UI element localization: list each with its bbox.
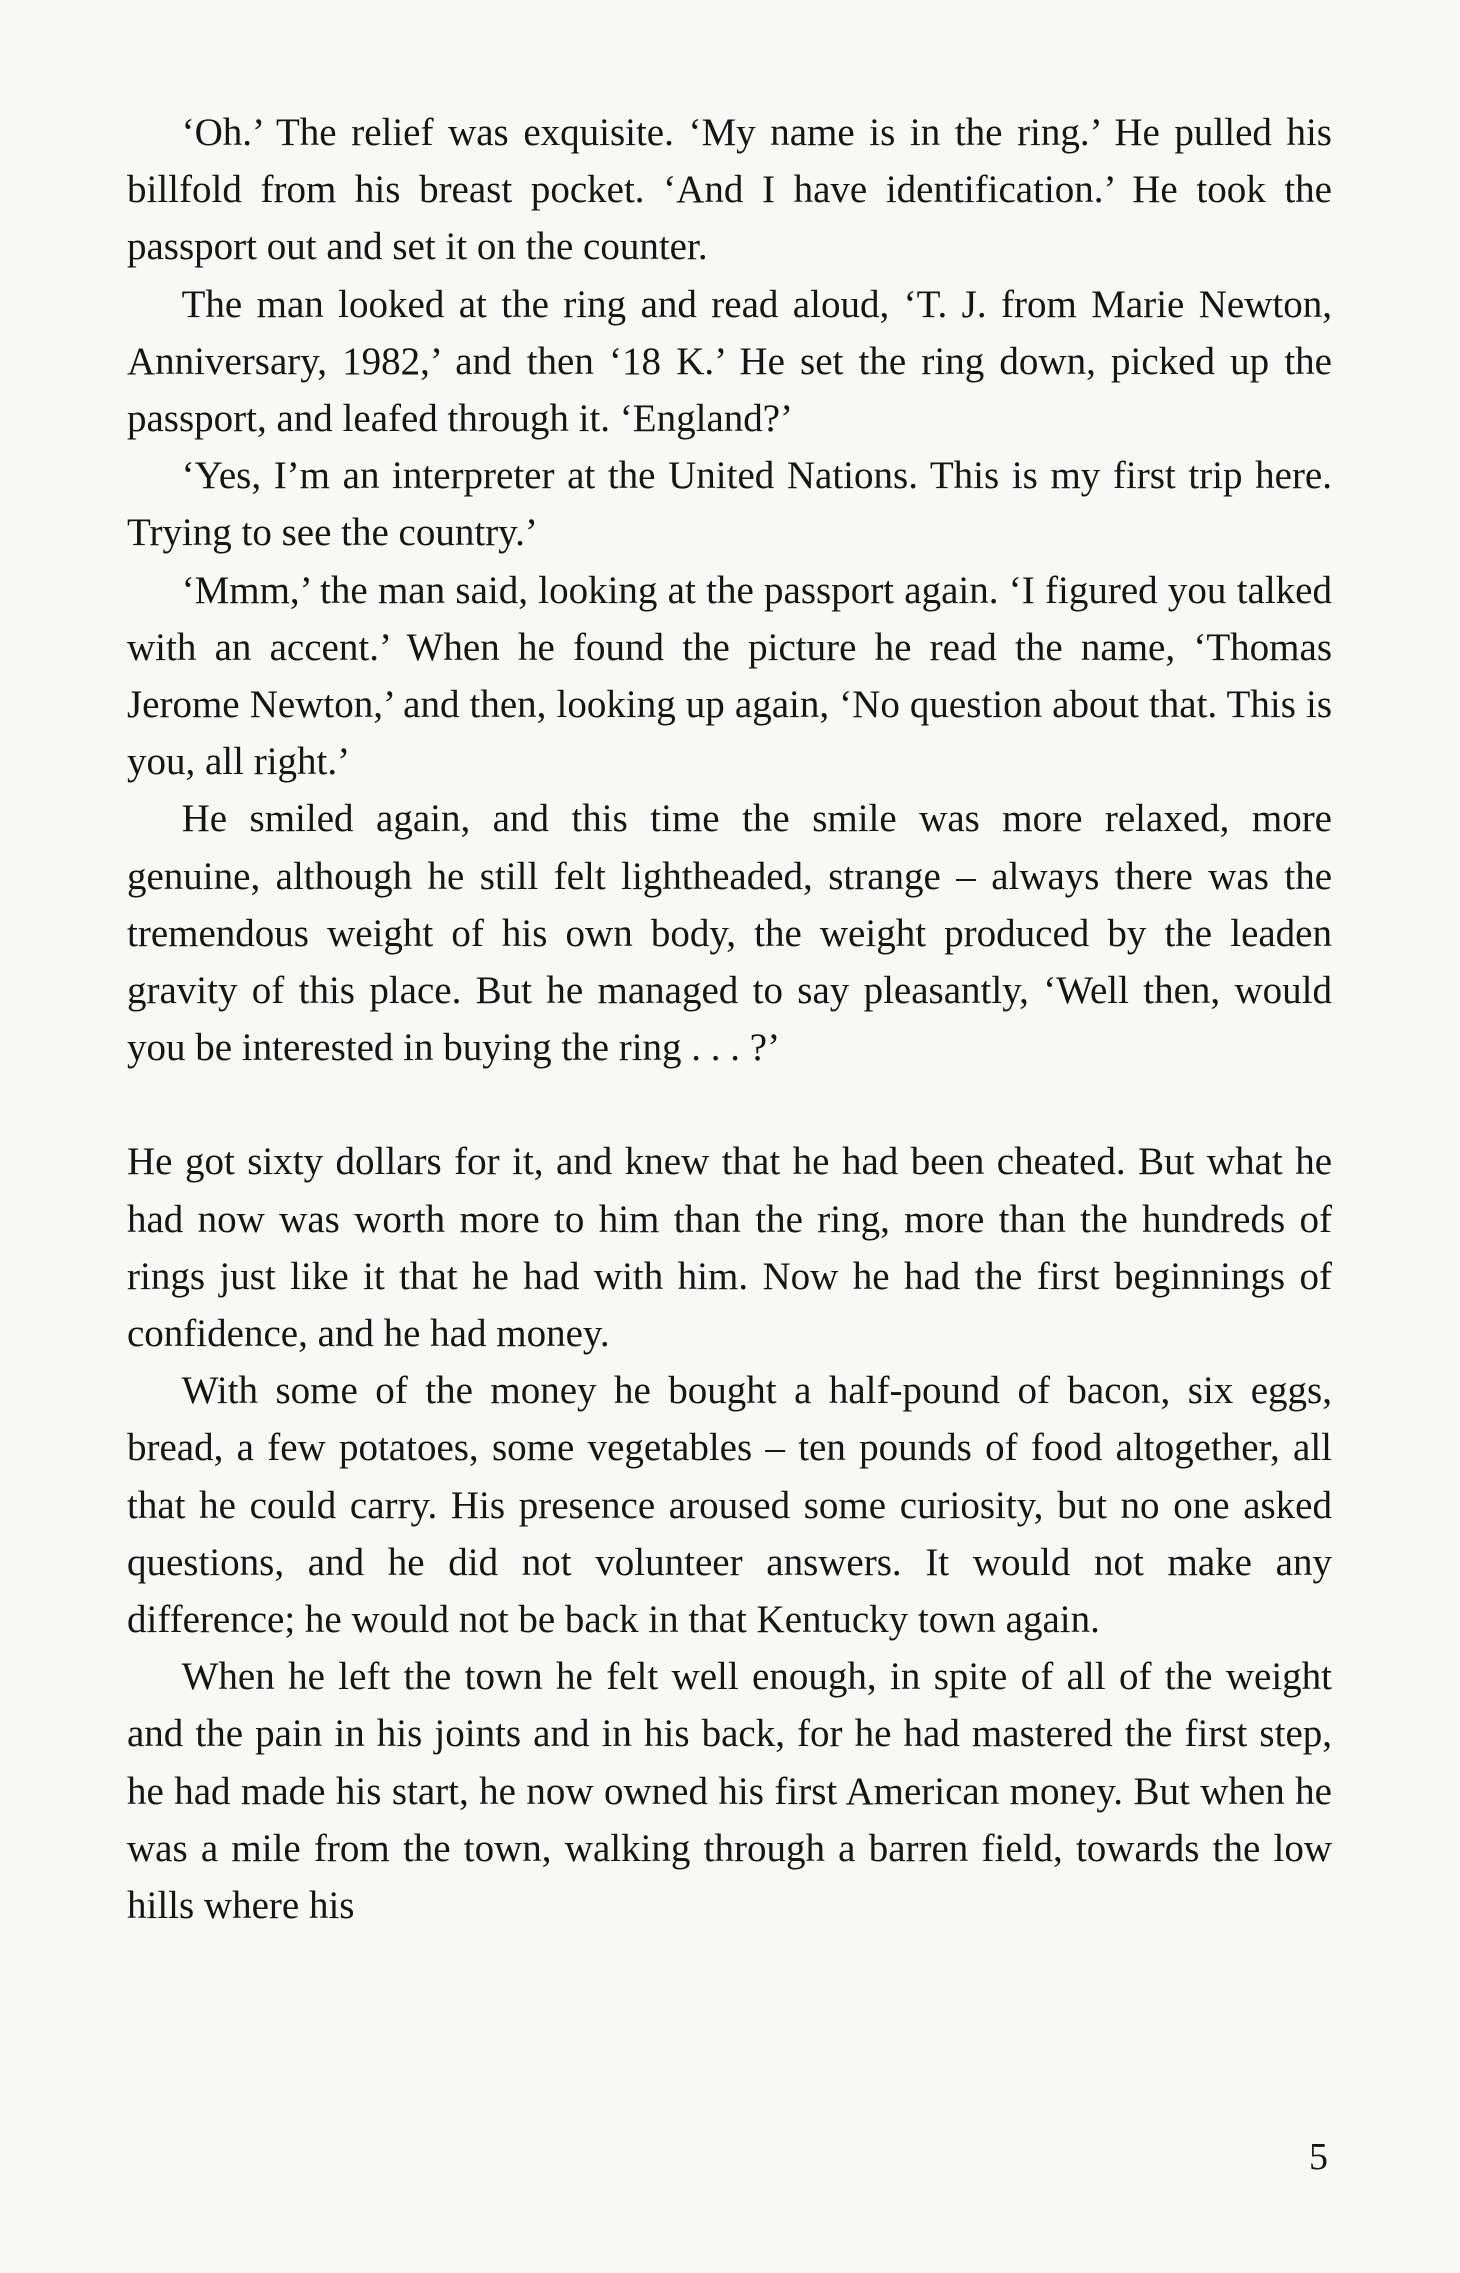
body-text bbox=[127, 104, 1332, 1934]
paragraph-ring-identification: ‘Oh.’ The relief was exquisite. ‘My name is in the ring.’ He pulled his billfold from his breast pocket. ‘And I have identification.’ He took the passport out and set it on the counter. bbox=[127, 111, 1332, 269]
paragraph-leaving-town: When he left the town he felt well enough, in spite of all of the weight and the pain in his joints and in his back, for he had mastered the first step, he had made his start, he now owned his first American money. But when he was a mile from the town, walking through a barren field, towards the low hills where his bbox=[127, 1655, 1332, 1928]
paragraph-passport-name: ‘Mmm,’ the man said, looking at the passport again. ‘I figured you talked with an accent.’ When he found the picture he read the name, ‘Thomas Jerome Newton,’ and then, looking up again, ‘No question about that. This is you, all right.’ bbox=[127, 568, 1332, 784]
paragraph-sixty-dollars: He got sixty dollars for it, and knew that he had been cheated. But what he had now was worth more to him than the ring, more than the hundreds of rings just like it that he had with him. Now he had the first beginnings of confidence, and he had money. bbox=[127, 1140, 1332, 1356]
paragraph-buying-ring: He smiled again, and this time the smile was more relaxed, more genuine, although he still felt lightheaded, strange – always there was the tremendous weight of his own body, the weight produced by the leaden gravity of this place. But he managed to say pleasantly, ‘Well then, would you be interested in buying the ring . . . ?’ bbox=[127, 797, 1332, 1070]
paragraph-interpreter: ‘Yes, I’m an interpreter at the United Nations. This is my first trip here. Trying to see the country.’ bbox=[127, 454, 1332, 555]
page-number: 5 bbox=[1309, 2136, 1328, 2178]
paragraph-food-purchase: With some of the money he bought a half-pound of bacon, six eggs, bread, a few potatoes, some vegetables – ten pounds of food altogether, all that he could carry. His presence aroused some curiosity, but no one asked questions, and he did not volunteer answers. It would not make any difference; he would not be back in that Kentucky town again. bbox=[127, 1369, 1332, 1642]
section-break bbox=[127, 1076, 1332, 1133]
paragraph-ring-inscription: The man looked at the ring and read aloud, ‘T. J. from Marie Newton, Anniversary, 1982,’ and then ‘18 K.’ He set the ring down, picked up the passport, and leafed through it. ‘England?’ bbox=[127, 282, 1332, 441]
